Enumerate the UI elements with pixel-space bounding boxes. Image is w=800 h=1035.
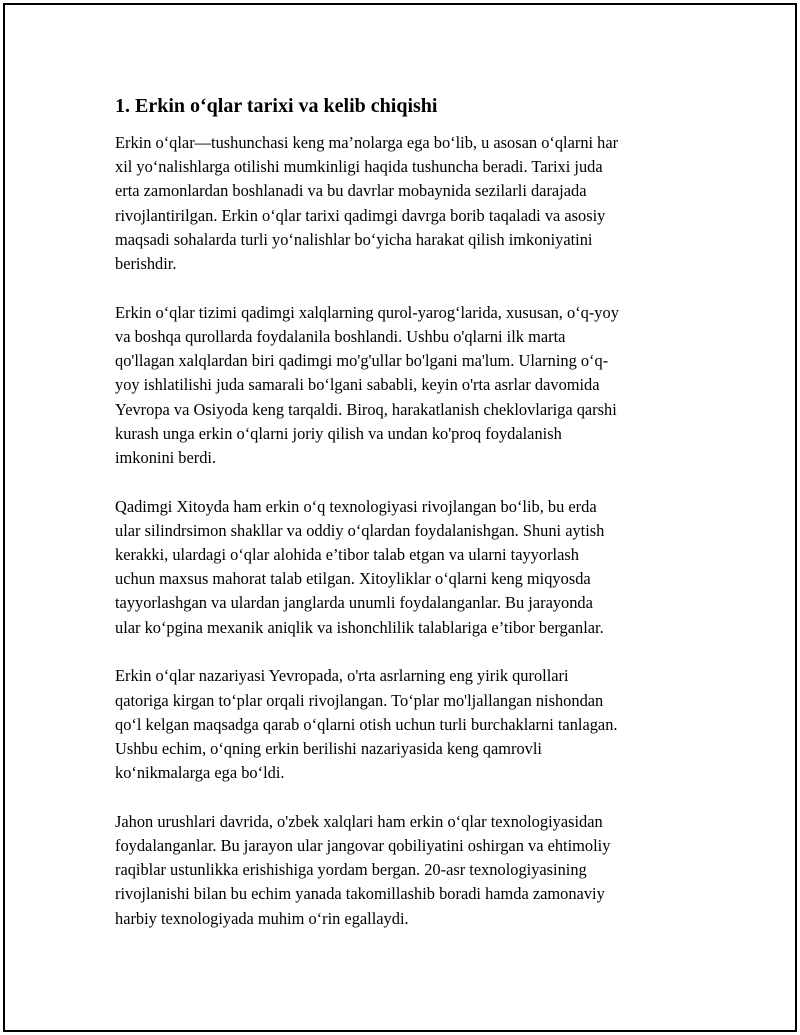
paragraph-line: xil yo‘nalishlarga otilishi mumkinligi haqida tushuncha beradi. Tarixi juda xyxy=(115,157,603,177)
paragraph-line: va boshqa qurollarda foydalanila boshlandi. Ushbu o'qlarni ilk marta xyxy=(115,326,566,346)
section-heading: 1. Erkin o‘qlar tarixi va kelib chiqishi xyxy=(115,95,438,117)
paragraph xyxy=(115,810,690,931)
paragraph-line: erta zamonlardan boshlanadi va bu davrlar mobaynida sezilarli darajada xyxy=(115,181,587,201)
paragraph-line: qo‘l kelgan maqsadga qarab o‘qlarni otish uchun turli burchaklarni tanlagan. xyxy=(115,714,618,734)
paragraph xyxy=(115,301,690,470)
paragraph-line: Yevropa va Osiyoda keng tarqaldi. Biroq, harakatlanish cheklovlariga qarshi xyxy=(115,399,617,419)
paragraph-line: berishdir. xyxy=(115,254,177,274)
document-body xyxy=(115,93,690,955)
paragraph-line: raqiblar ustunlikka erishishiga yordam bergan. 20-asr texnologiyasining xyxy=(115,860,587,880)
paragraph-line: qo'llagan xalqlardan biri qadimgi mo'g'ullar bo'lgani ma'lum. Ularning o‘q- xyxy=(115,351,609,371)
paragraph-line: kurash unga erkin o‘qlarni joriy qilish va undan ko'proq foydalanish xyxy=(115,423,562,443)
paragraph-list xyxy=(115,131,690,931)
paragraph-line: maqsadi sohalarda turli yo‘nalishlar bo‘yicha harakat qilish imkoniyatini xyxy=(115,229,593,249)
paragraph-line: tayyorlashgan va ulardan janglarda unumli foydalanganlar. Bu jarayonda xyxy=(115,593,593,613)
paragraph-line: foydalanganlar. Bu jarayon ular jangovar qobiliyatini oshirgan va ehtimoliy xyxy=(115,836,611,856)
paragraph-line: yoy ishlatilishi juda samarali bo‘lgani sababli, keyin o'rta asrlar davomida xyxy=(115,375,600,395)
paragraph-line: Erkin o‘qlar nazariyasi Yevropada, o'rta asrlarning eng yirik qurollari xyxy=(115,666,569,686)
paragraph-line: rivojlanishi bilan bu echim yanada takomillashib boradi hamda zamonaviy xyxy=(115,884,605,904)
paragraph-line: ular silindrsimon shakllar va oddiy o‘qlardan foydalanishgan. Shuni aytish xyxy=(115,520,605,540)
paragraph-line: uchun maxsus mahorat talab etilgan. Xitoyliklar o‘qlarni keng miqyosda xyxy=(115,569,591,589)
paragraph xyxy=(115,131,690,276)
paragraph-line: Jahon urushlari davrida, o'zbek xalqlari ham erkin o‘qlar texnologiyasidan xyxy=(115,811,603,831)
paragraph-line: kerakki, ulardagi o‘qlar alohida e’tibor talab etgan va ularni tayyorlash xyxy=(115,545,579,565)
paragraph-line: qatoriga kirgan to‘plar orqali rivojlangan. To‘plar mo'ljallangan nishondan xyxy=(115,690,604,710)
paragraph xyxy=(115,664,690,785)
paragraph-line: harbiy texnologiyada muhim o‘rin egallaydi. xyxy=(115,908,409,928)
paragraph xyxy=(115,495,690,640)
paragraph-line: imkonini berdi. xyxy=(115,447,217,467)
paragraph-line: Erkin o‘qlar tizimi qadimgi xalqlarning qurol-yarog‘larida, xususan, o‘q-yoy xyxy=(115,302,619,322)
paragraph-line: Erkin o‘qlar—tushunchasi keng ma’nolarga ega bo‘lib, u asosan o‘qlarni har xyxy=(115,133,619,152)
paragraph-line: rivojlantirilgan. Erkin o‘qlar tarixi qadimgi davrga borib taqaladi va asosiy xyxy=(115,205,606,225)
paragraph-line: ko‘nikmalarga ega bo‘ldi. xyxy=(115,763,285,783)
paragraph-line: ular ko‘pgina mexanik aniqlik va ishonchlilik talablariga e’tibor berganlar. xyxy=(115,617,604,637)
paragraph-line: Ushbu echim, o‘qning erkin berilishi nazariyasida keng qamrovli xyxy=(115,738,542,758)
paragraph-line: Qadimgi Xitoyda ham erkin o‘q texnologiyasi rivojlangan bo‘lib, bu erda xyxy=(115,496,597,516)
